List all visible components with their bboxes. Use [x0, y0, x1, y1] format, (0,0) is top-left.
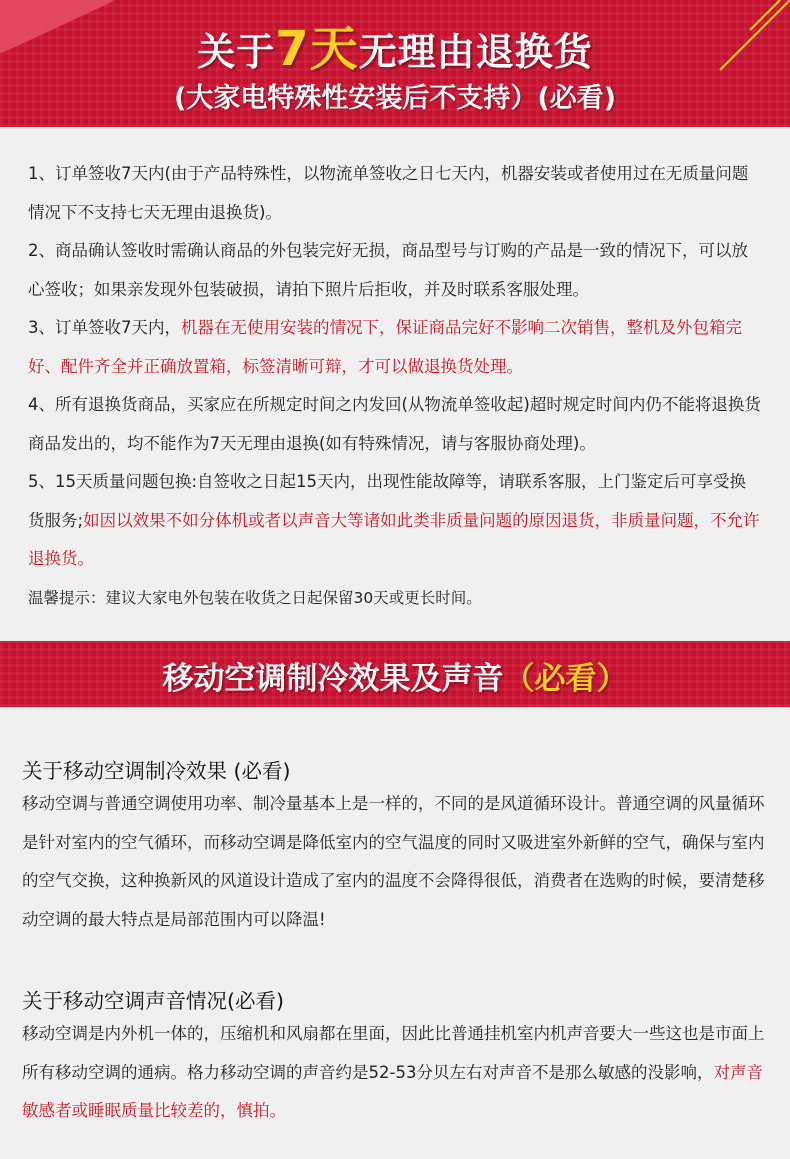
policy-item-3-lead: 3、订单签收7天内，: [28, 318, 181, 337]
sound-block: [22, 939, 768, 1131]
section-banner: [0, 641, 790, 707]
sound-text: [22, 1015, 768, 1131]
title-prefix: 关于: [197, 30, 276, 74]
policy-list: [28, 127, 762, 617]
top-banner: [0, 0, 790, 127]
policy-item-3: [28, 309, 762, 386]
title-suffix: 无理由退换货: [358, 30, 593, 74]
page-title: [0, 10, 790, 79]
policy-item-5-lead: 5、15天质量问题包换:自签收之日起15天内，出现性能故障等，请联系客服，上门鉴定后可享受换货服务;: [28, 472, 747, 530]
policy-item-2: 2、商品确认签收时需确认商品的外包装完好无损，商品型号与订购的产品是一致的情况下，可以放心签收；如果亲发现外包装破损，请拍下照片后拒收，并及时联系客服处理。: [28, 241, 748, 299]
section-title: [0, 653, 790, 698]
page-subtitle: (大家电特殊性安装后不支持）(必看): [173, 83, 617, 114]
title-highlight: 7天: [275, 21, 359, 77]
policy-item-4: 4、所有退换货商品，买家应在所规定时间之内发回(从物流单签收起)超时规定时间内仍不能将退换货商品发出的，均不能作为7天无理由退换(如有特殊情况，请与客服协商处理)。: [28, 395, 761, 453]
policy-item-3-warning: 机器在无使用安装的情况下，保证商品完好不影响二次销售，整机及外包箱完好、配件齐全并正确放置箱，标签清晰可辩，才可以做退换货处理。: [28, 318, 742, 376]
warm-tip: 温馨提示：建议大家电外包装在收货之日起保留30天或更长时间。: [28, 588, 482, 607]
policy-item-1: 1、订单签收7天内(由于产品特殊性，以物流单签收之日七天内，机器安装或者使用过在无质量问题情况下不支持七天无理由退换货)。: [28, 164, 749, 222]
sound-warning: 对声音敏感者或睡眠质量比较差的，慎拍。: [22, 1062, 763, 1120]
policy-item-5-warning: 如因以效果不如分体机或者以声音大等诸如此类非质量问题的原因退货，非质量问题，不允许退换货。: [28, 510, 760, 568]
section-title-text: 移动空调制冷效果及声音: [162, 661, 504, 697]
policy-item-5: [28, 463, 762, 579]
return-policy-section: [0, 127, 790, 641]
cooling-sound-section: [0, 707, 790, 1131]
cooling-heading: 关于移动空调制冷效果 (必看): [22, 759, 291, 783]
section-title-highlight: （必看）: [503, 661, 628, 697]
cooling-block: [22, 707, 768, 939]
cooling-text: 移动空调与普通空调使用功率、制冷量基本上是一样的，不同的是风道循环设计。普通空调的风量循环是针对室内的空气循环，而移动空调是降低室内的空气温度的同时又吸进室外新鲜的空气，确保与室内的空气交换，这种换新风的风道设计造成了室内的温度不会降得很低，消费者在选购的时候，要清楚移动空调的最大特点是局部范围内可以降温!: [22, 794, 765, 929]
sound-text-main: 移动空调是内外机一体的，压缩机和风扇都在里面，因此比普通挂机室内机声音要大一些这也是市面上所有移动空调的通病。格力移动空调的声音约是52-53分贝左右对声音不是那么敏感的没影响，: [22, 1024, 765, 1082]
sound-heading: 关于移动空调声音情况(必看): [22, 989, 284, 1013]
